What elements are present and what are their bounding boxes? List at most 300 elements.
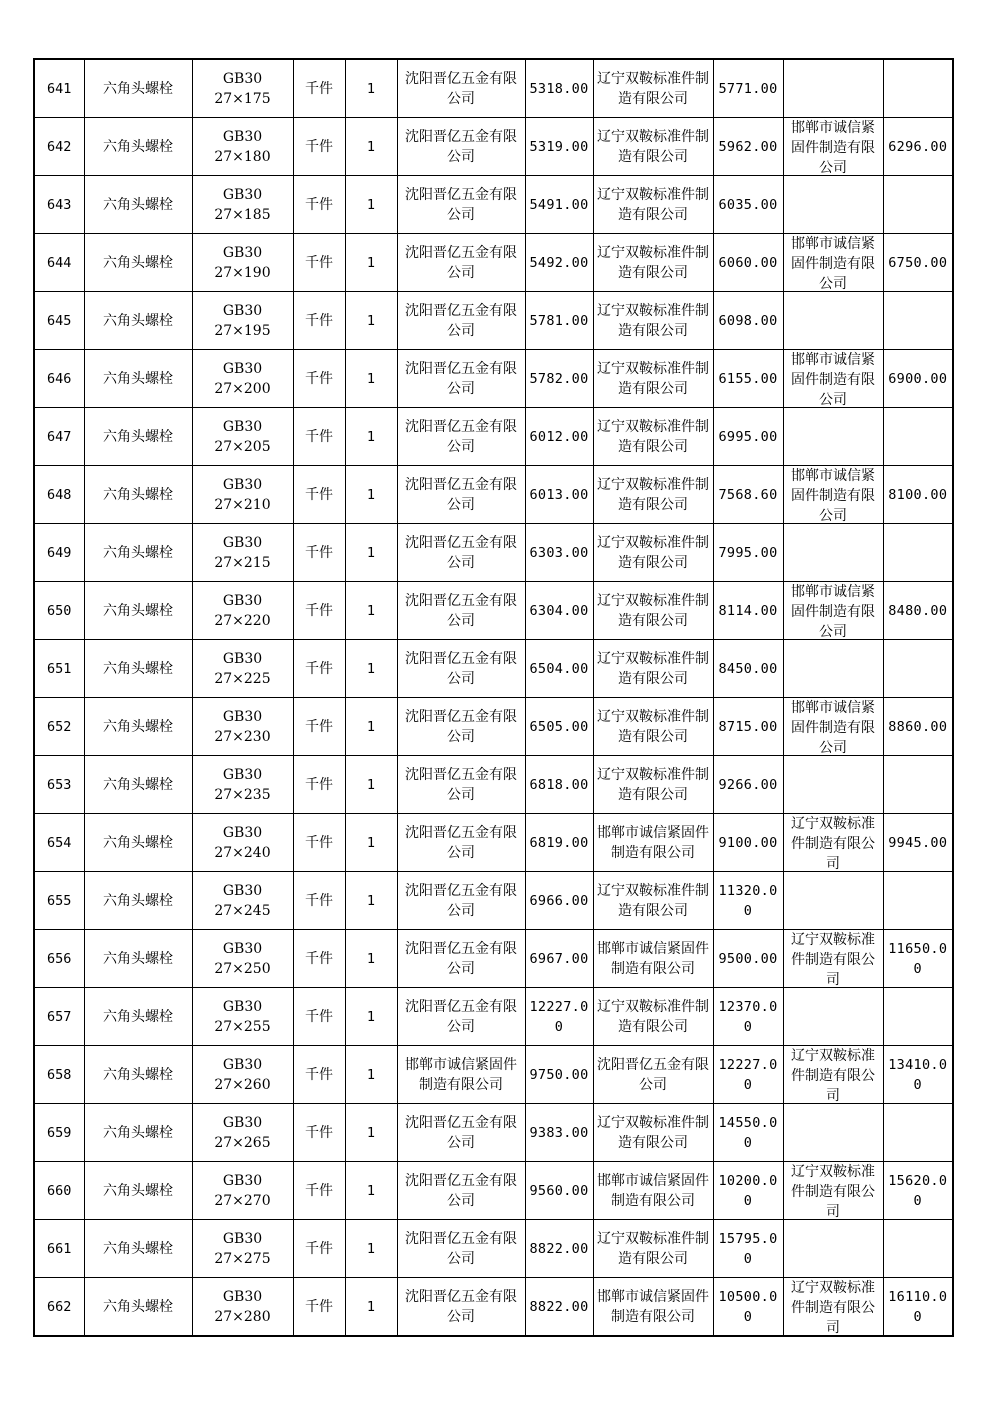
price-1-cell: 5491.00 bbox=[525, 176, 593, 234]
price-2-cell: 8450.00 bbox=[713, 640, 783, 698]
quantity-cell: 1 bbox=[345, 1220, 397, 1278]
supplier-name: 辽宁双鞍标准件制造有限公司 bbox=[597, 998, 709, 1035]
spec-standard: GB30 bbox=[222, 824, 263, 841]
supplier-2-cell bbox=[593, 466, 713, 524]
row-number-cell: 653 bbox=[34, 756, 84, 814]
supplier-2-cell bbox=[593, 756, 713, 814]
supplier-2-cell bbox=[593, 1162, 713, 1220]
item-name-cell: 六角头螺栓 bbox=[84, 814, 192, 872]
supplier-name: 沈阳晋亿五金有限公司 bbox=[405, 998, 517, 1035]
spec-cell bbox=[192, 698, 293, 756]
price-3-cell bbox=[883, 292, 953, 350]
price-2-cell: 10500.00 bbox=[713, 1278, 783, 1337]
supplier-name: 沈阳晋亿五金有限公司 bbox=[405, 940, 517, 977]
spec-standard: GB30 bbox=[222, 70, 263, 87]
supplier-1-cell bbox=[397, 350, 525, 408]
price-2-cell: 6995.00 bbox=[713, 408, 783, 466]
quantity-cell: 1 bbox=[345, 350, 397, 408]
price-2-cell: 7995.00 bbox=[713, 524, 783, 582]
price-1-cell: 6967.00 bbox=[525, 930, 593, 988]
supplier-name: 沈阳晋亿五金有限公司 bbox=[405, 418, 517, 455]
supplier-name: 辽宁双鞍标准件制造有限公司 bbox=[791, 1164, 875, 1219]
unit-cell: 千件 bbox=[293, 1162, 345, 1220]
supplier-name: 沈阳晋亿五金有限公司 bbox=[405, 882, 517, 919]
supplier-1-cell bbox=[397, 756, 525, 814]
row-number-cell: 650 bbox=[34, 582, 84, 640]
quantity-cell: 1 bbox=[345, 59, 397, 118]
spec-cell bbox=[192, 466, 293, 524]
supplier-2-cell bbox=[593, 1046, 713, 1104]
supplier-2-cell bbox=[593, 59, 713, 118]
unit-cell: 千件 bbox=[293, 988, 345, 1046]
spec-size: 27×180 bbox=[214, 148, 271, 165]
supplier-name: 辽宁双鞍标准件制造有限公司 bbox=[597, 70, 709, 107]
spec-cell bbox=[192, 582, 293, 640]
unit-cell: 千件 bbox=[293, 1278, 345, 1337]
supplier-name: 邯郸市诚信紧固件制造有限公司 bbox=[597, 824, 709, 861]
quantity-cell: 1 bbox=[345, 118, 397, 176]
spec-standard: GB30 bbox=[222, 708, 263, 725]
price-3-cell: 6296.00 bbox=[883, 118, 953, 176]
item-name-cell: 六角头螺栓 bbox=[84, 698, 192, 756]
row-number-cell: 660 bbox=[34, 1162, 84, 1220]
price-3-cell: 16110.00 bbox=[883, 1278, 953, 1337]
spec-size: 27×220 bbox=[214, 612, 271, 629]
supplier-1-cell bbox=[397, 872, 525, 930]
spec-size: 27×215 bbox=[214, 554, 271, 571]
supplier-2-cell bbox=[593, 408, 713, 466]
supplier-3-cell bbox=[783, 350, 883, 408]
spec-standard: GB30 bbox=[222, 882, 263, 899]
price-2-cell: 7568.60 bbox=[713, 466, 783, 524]
supplier-3-cell bbox=[783, 1220, 883, 1278]
quantity-cell: 1 bbox=[345, 408, 397, 466]
supplier-1-cell bbox=[397, 176, 525, 234]
quantity-cell: 1 bbox=[345, 176, 397, 234]
supplier-1-cell bbox=[397, 408, 525, 466]
spec-cell bbox=[192, 640, 293, 698]
quantity-cell: 1 bbox=[345, 988, 397, 1046]
price-1-cell: 6818.00 bbox=[525, 756, 593, 814]
spec-standard: GB30 bbox=[222, 766, 263, 783]
price-1-cell: 8822.00 bbox=[525, 1220, 593, 1278]
unit-cell: 千件 bbox=[293, 1220, 345, 1278]
item-name-cell: 六角头螺栓 bbox=[84, 466, 192, 524]
price-1-cell: 6505.00 bbox=[525, 698, 593, 756]
quantity-cell: 1 bbox=[345, 698, 397, 756]
spec-size: 27×210 bbox=[214, 496, 271, 513]
supplier-3-cell bbox=[783, 582, 883, 640]
table-row bbox=[34, 524, 953, 582]
supplier-name: 辽宁双鞍标准件制造有限公司 bbox=[597, 128, 709, 165]
supplier-name: 邯郸市诚信紧固件制造有限公司 bbox=[597, 1288, 709, 1325]
row-number-cell: 642 bbox=[34, 118, 84, 176]
unit-cell: 千件 bbox=[293, 118, 345, 176]
supplier-3-cell bbox=[783, 640, 883, 698]
supplier-3-cell bbox=[783, 872, 883, 930]
spec-standard: GB30 bbox=[222, 186, 263, 203]
unit-cell: 千件 bbox=[293, 1104, 345, 1162]
price-3-cell: 9945.00 bbox=[883, 814, 953, 872]
supplier-name: 辽宁双鞍标准件制造有限公司 bbox=[597, 882, 709, 919]
supplier-2-cell bbox=[593, 930, 713, 988]
price-1-cell: 9750.00 bbox=[525, 1046, 593, 1104]
supplier-name: 辽宁双鞍标准件制造有限公司 bbox=[597, 476, 709, 513]
price-2-cell: 6155.00 bbox=[713, 350, 783, 408]
price-1-cell: 5318.00 bbox=[525, 59, 593, 118]
supplier-name: 沈阳晋亿五金有限公司 bbox=[405, 592, 517, 629]
spec-standard: GB30 bbox=[222, 1056, 263, 1073]
supplier-name: 邯郸市诚信紧固件制造有限公司 bbox=[791, 352, 875, 407]
supplier-2-cell bbox=[593, 1220, 713, 1278]
supplier-name: 辽宁双鞍标准件制造有限公司 bbox=[597, 592, 709, 629]
price-2-cell: 9100.00 bbox=[713, 814, 783, 872]
spec-standard: GB30 bbox=[222, 1288, 263, 1305]
unit-cell: 千件 bbox=[293, 408, 345, 466]
price-3-cell bbox=[883, 756, 953, 814]
unit-cell: 千件 bbox=[293, 176, 345, 234]
item-name-cell: 六角头螺栓 bbox=[84, 408, 192, 466]
row-number-cell: 646 bbox=[34, 350, 84, 408]
row-number-cell: 651 bbox=[34, 640, 84, 698]
row-number-cell: 661 bbox=[34, 1220, 84, 1278]
unit-cell: 千件 bbox=[293, 872, 345, 930]
table-body bbox=[34, 59, 953, 1336]
supplier-3-cell bbox=[783, 1162, 883, 1220]
price-3-cell bbox=[883, 1220, 953, 1278]
price-1-cell: 5319.00 bbox=[525, 118, 593, 176]
supplier-3-cell bbox=[783, 1278, 883, 1337]
supplier-2-cell bbox=[593, 118, 713, 176]
supplier-1-cell bbox=[397, 292, 525, 350]
supplier-3-cell bbox=[783, 408, 883, 466]
row-number-cell: 647 bbox=[34, 408, 84, 466]
quantity-cell: 1 bbox=[345, 1278, 397, 1337]
price-2-cell: 6098.00 bbox=[713, 292, 783, 350]
unit-cell: 千件 bbox=[293, 59, 345, 118]
unit-cell: 千件 bbox=[293, 234, 345, 292]
price-2-cell: 12370.00 bbox=[713, 988, 783, 1046]
price-3-cell bbox=[883, 872, 953, 930]
price-3-cell: 8860.00 bbox=[883, 698, 953, 756]
supplier-name: 辽宁双鞍标准件制造有限公司 bbox=[791, 1280, 875, 1335]
quantity-cell: 1 bbox=[345, 1104, 397, 1162]
quantity-cell: 1 bbox=[345, 756, 397, 814]
price-2-cell: 8715.00 bbox=[713, 698, 783, 756]
supplier-name: 邯郸市诚信紧固件制造有限公司 bbox=[405, 1056, 517, 1093]
supplier-name: 沈阳晋亿五金有限公司 bbox=[405, 1114, 517, 1151]
spec-size: 27×230 bbox=[214, 728, 271, 745]
supplier-1-cell bbox=[397, 640, 525, 698]
supplier-1-cell bbox=[397, 1220, 525, 1278]
item-name-cell: 六角头螺栓 bbox=[84, 59, 192, 118]
spec-cell bbox=[192, 1046, 293, 1104]
supplier-3-cell bbox=[783, 59, 883, 118]
spec-size: 27×250 bbox=[214, 960, 271, 977]
item-name-cell: 六角头螺栓 bbox=[84, 640, 192, 698]
row-number-cell: 648 bbox=[34, 466, 84, 524]
price-3-cell: 13410.00 bbox=[883, 1046, 953, 1104]
spec-size: 27×280 bbox=[214, 1308, 271, 1325]
supplier-name: 邯郸市诚信紧固件制造有限公司 bbox=[597, 1172, 709, 1209]
table-row bbox=[34, 988, 953, 1046]
price-2-cell: 6035.00 bbox=[713, 176, 783, 234]
supplier-name: 沈阳晋亿五金有限公司 bbox=[405, 186, 517, 223]
supplier-2-cell bbox=[593, 234, 713, 292]
table-row bbox=[34, 756, 953, 814]
item-name-cell: 六角头螺栓 bbox=[84, 350, 192, 408]
unit-cell: 千件 bbox=[293, 756, 345, 814]
item-name-cell: 六角头螺栓 bbox=[84, 582, 192, 640]
unit-cell: 千件 bbox=[293, 292, 345, 350]
price-2-cell: 6060.00 bbox=[713, 234, 783, 292]
spec-cell bbox=[192, 408, 293, 466]
quantity-cell: 1 bbox=[345, 524, 397, 582]
supplier-1-cell bbox=[397, 698, 525, 756]
spec-cell bbox=[192, 930, 293, 988]
supplier-3-cell bbox=[783, 524, 883, 582]
supplier-1-cell bbox=[397, 930, 525, 988]
item-name-cell: 六角头螺栓 bbox=[84, 1046, 192, 1104]
quantity-cell: 1 bbox=[345, 640, 397, 698]
supplier-2-cell bbox=[593, 698, 713, 756]
price-3-cell: 8100.00 bbox=[883, 466, 953, 524]
supplier-1-cell bbox=[397, 1046, 525, 1104]
table-row bbox=[34, 59, 953, 118]
spec-standard: GB30 bbox=[222, 1114, 263, 1131]
price-1-cell: 6504.00 bbox=[525, 640, 593, 698]
supplier-name: 沈阳晋亿五金有限公司 bbox=[405, 476, 517, 513]
supplier-name: 邯郸市诚信紧固件制造有限公司 bbox=[597, 940, 709, 977]
price-1-cell: 5782.00 bbox=[525, 350, 593, 408]
spec-size: 27×175 bbox=[214, 90, 271, 107]
price-3-cell: 8480.00 bbox=[883, 582, 953, 640]
supplier-3-cell bbox=[783, 234, 883, 292]
supplier-name: 辽宁双鞍标准件制造有限公司 bbox=[791, 932, 875, 987]
quantity-cell: 1 bbox=[345, 234, 397, 292]
supplier-1-cell bbox=[397, 814, 525, 872]
row-number-cell: 659 bbox=[34, 1104, 84, 1162]
table-row bbox=[34, 292, 953, 350]
spec-cell bbox=[192, 1220, 293, 1278]
spec-size: 27×205 bbox=[214, 438, 271, 455]
row-number-cell: 649 bbox=[34, 524, 84, 582]
supplier-2-cell bbox=[593, 988, 713, 1046]
price-3-cell: 6750.00 bbox=[883, 234, 953, 292]
supplier-name: 邯郸市诚信紧固件制造有限公司 bbox=[791, 236, 875, 291]
item-name-cell: 六角头螺栓 bbox=[84, 176, 192, 234]
price-2-cell: 11320.00 bbox=[713, 872, 783, 930]
spec-cell bbox=[192, 814, 293, 872]
price-3-cell bbox=[883, 176, 953, 234]
supplier-name: 辽宁双鞍标准件制造有限公司 bbox=[791, 816, 875, 871]
supplier-name: 邯郸市诚信紧固件制造有限公司 bbox=[791, 120, 875, 175]
supplier-name: 辽宁双鞍标准件制造有限公司 bbox=[597, 708, 709, 745]
price-comparison-sheet bbox=[33, 58, 952, 1337]
price-2-cell: 10200.00 bbox=[713, 1162, 783, 1220]
supplier-name: 辽宁双鞍标准件制造有限公司 bbox=[597, 650, 709, 687]
supplier-2-cell bbox=[593, 292, 713, 350]
spec-cell bbox=[192, 292, 293, 350]
item-name-cell: 六角头螺栓 bbox=[84, 292, 192, 350]
supplier-3-cell bbox=[783, 1104, 883, 1162]
spec-standard: GB30 bbox=[222, 592, 263, 609]
supplier-name: 辽宁双鞍标准件制造有限公司 bbox=[597, 766, 709, 803]
price-1-cell: 12227.00 bbox=[525, 988, 593, 1046]
supplier-1-cell bbox=[397, 1278, 525, 1337]
price-1-cell: 6966.00 bbox=[525, 872, 593, 930]
supplier-3-cell bbox=[783, 176, 883, 234]
supplier-3-cell bbox=[783, 292, 883, 350]
price-2-cell: 9500.00 bbox=[713, 930, 783, 988]
quantity-cell: 1 bbox=[345, 466, 397, 524]
supplier-name: 辽宁双鞍标准件制造有限公司 bbox=[597, 534, 709, 571]
quantity-cell: 1 bbox=[345, 582, 397, 640]
supplier-3-cell bbox=[783, 814, 883, 872]
supplier-name: 沈阳晋亿五金有限公司 bbox=[405, 360, 517, 397]
table-row bbox=[34, 930, 953, 988]
supplier-name: 辽宁双鞍标准件制造有限公司 bbox=[597, 302, 709, 339]
supplier-3-cell bbox=[783, 756, 883, 814]
quantity-cell: 1 bbox=[345, 292, 397, 350]
row-number-cell: 645 bbox=[34, 292, 84, 350]
spec-cell bbox=[192, 59, 293, 118]
unit-cell: 千件 bbox=[293, 350, 345, 408]
spec-cell bbox=[192, 872, 293, 930]
supplier-3-cell bbox=[783, 930, 883, 988]
price-3-cell: 6900.00 bbox=[883, 350, 953, 408]
spec-cell bbox=[192, 1278, 293, 1337]
item-name-cell: 六角头螺栓 bbox=[84, 930, 192, 988]
item-name-cell: 六角头螺栓 bbox=[84, 234, 192, 292]
supplier-2-cell bbox=[593, 350, 713, 408]
price-2-cell: 12227.00 bbox=[713, 1046, 783, 1104]
supplier-3-cell bbox=[783, 698, 883, 756]
price-3-cell bbox=[883, 1104, 953, 1162]
spec-cell bbox=[192, 988, 293, 1046]
spec-size: 27×240 bbox=[214, 844, 271, 861]
spec-size: 27×235 bbox=[214, 786, 271, 803]
supplier-name: 沈阳晋亿五金有限公司 bbox=[405, 1288, 517, 1325]
row-number-cell: 644 bbox=[34, 234, 84, 292]
spec-cell bbox=[192, 176, 293, 234]
spec-standard: GB30 bbox=[222, 302, 263, 319]
unit-cell: 千件 bbox=[293, 466, 345, 524]
unit-cell: 千件 bbox=[293, 814, 345, 872]
supplier-1-cell bbox=[397, 1162, 525, 1220]
price-2-cell: 5962.00 bbox=[713, 118, 783, 176]
supplier-3-cell bbox=[783, 118, 883, 176]
price-2-cell: 8114.00 bbox=[713, 582, 783, 640]
price-3-cell bbox=[883, 408, 953, 466]
supplier-2-cell bbox=[593, 1278, 713, 1337]
table-row bbox=[34, 582, 953, 640]
table-row bbox=[34, 814, 953, 872]
spec-size: 27×255 bbox=[214, 1018, 271, 1035]
supplier-name: 邯郸市诚信紧固件制造有限公司 bbox=[791, 700, 875, 755]
supplier-1-cell bbox=[397, 524, 525, 582]
price-1-cell: 6304.00 bbox=[525, 582, 593, 640]
row-number-cell: 654 bbox=[34, 814, 84, 872]
item-name-cell: 六角头螺栓 bbox=[84, 1278, 192, 1337]
spec-cell bbox=[192, 234, 293, 292]
quantity-cell: 1 bbox=[345, 872, 397, 930]
price-1-cell: 5781.00 bbox=[525, 292, 593, 350]
item-name-cell: 六角头螺栓 bbox=[84, 1162, 192, 1220]
supplier-name: 沈阳晋亿五金有限公司 bbox=[405, 824, 517, 861]
supplier-2-cell bbox=[593, 872, 713, 930]
supplier-name: 沈阳晋亿五金有限公司 bbox=[405, 766, 517, 803]
spec-standard: GB30 bbox=[222, 534, 263, 551]
spec-size: 27×265 bbox=[214, 1134, 271, 1151]
spec-cell bbox=[192, 350, 293, 408]
supplier-name: 沈阳晋亿五金有限公司 bbox=[405, 302, 517, 339]
item-name-cell: 六角头螺栓 bbox=[84, 872, 192, 930]
spec-standard: GB30 bbox=[222, 1230, 263, 1247]
item-name-cell: 六角头螺栓 bbox=[84, 988, 192, 1046]
supplier-3-cell bbox=[783, 988, 883, 1046]
unit-cell: 千件 bbox=[293, 524, 345, 582]
supplier-name: 沈阳晋亿五金有限公司 bbox=[405, 128, 517, 165]
spec-cell bbox=[192, 1104, 293, 1162]
supplier-name: 沈阳晋亿五金有限公司 bbox=[405, 1172, 517, 1209]
supplier-2-cell bbox=[593, 524, 713, 582]
supplier-3-cell bbox=[783, 466, 883, 524]
item-name-cell: 六角头螺栓 bbox=[84, 118, 192, 176]
table-row bbox=[34, 1220, 953, 1278]
price-1-cell: 6819.00 bbox=[525, 814, 593, 872]
price-3-cell bbox=[883, 59, 953, 118]
row-number-cell: 656 bbox=[34, 930, 84, 988]
table-row bbox=[34, 698, 953, 756]
supplier-1-cell bbox=[397, 988, 525, 1046]
supplier-name: 辽宁双鞍标准件制造有限公司 bbox=[791, 1048, 875, 1103]
item-name-cell: 六角头螺栓 bbox=[84, 1104, 192, 1162]
supplier-name: 沈阳晋亿五金有限公司 bbox=[405, 1230, 517, 1267]
spec-size: 27×260 bbox=[214, 1076, 271, 1093]
supplier-2-cell bbox=[593, 582, 713, 640]
supplier-name: 辽宁双鞍标准件制造有限公司 bbox=[597, 418, 709, 455]
supplier-name: 辽宁双鞍标准件制造有限公司 bbox=[597, 1114, 709, 1151]
spec-standard: GB30 bbox=[222, 476, 263, 493]
spec-size: 27×225 bbox=[214, 670, 271, 687]
unit-cell: 千件 bbox=[293, 640, 345, 698]
spec-cell bbox=[192, 118, 293, 176]
item-name-cell: 六角头螺栓 bbox=[84, 756, 192, 814]
spec-size: 27×200 bbox=[214, 380, 271, 397]
supplier-name: 辽宁双鞍标准件制造有限公司 bbox=[597, 1230, 709, 1267]
spec-standard: GB30 bbox=[222, 998, 263, 1015]
supplier-name: 辽宁双鞍标准件制造有限公司 bbox=[597, 186, 709, 223]
table-row bbox=[34, 350, 953, 408]
supplier-name: 沈阳晋亿五金有限公司 bbox=[405, 534, 517, 571]
supplier-2-cell bbox=[593, 814, 713, 872]
row-number-cell: 641 bbox=[34, 59, 84, 118]
spec-size: 27×245 bbox=[214, 902, 271, 919]
quantity-cell: 1 bbox=[345, 1162, 397, 1220]
table-row bbox=[34, 176, 953, 234]
supplier-1-cell bbox=[397, 466, 525, 524]
spec-standard: GB30 bbox=[222, 360, 263, 377]
supplier-name: 沈阳晋亿五金有限公司 bbox=[597, 1056, 709, 1093]
item-name-cell: 六角头螺栓 bbox=[84, 1220, 192, 1278]
price-1-cell: 6012.00 bbox=[525, 408, 593, 466]
supplier-2-cell bbox=[593, 1104, 713, 1162]
price-2-cell: 14550.00 bbox=[713, 1104, 783, 1162]
supplier-name: 沈阳晋亿五金有限公司 bbox=[405, 70, 517, 107]
spec-size: 27×195 bbox=[214, 322, 271, 339]
spec-cell bbox=[192, 756, 293, 814]
